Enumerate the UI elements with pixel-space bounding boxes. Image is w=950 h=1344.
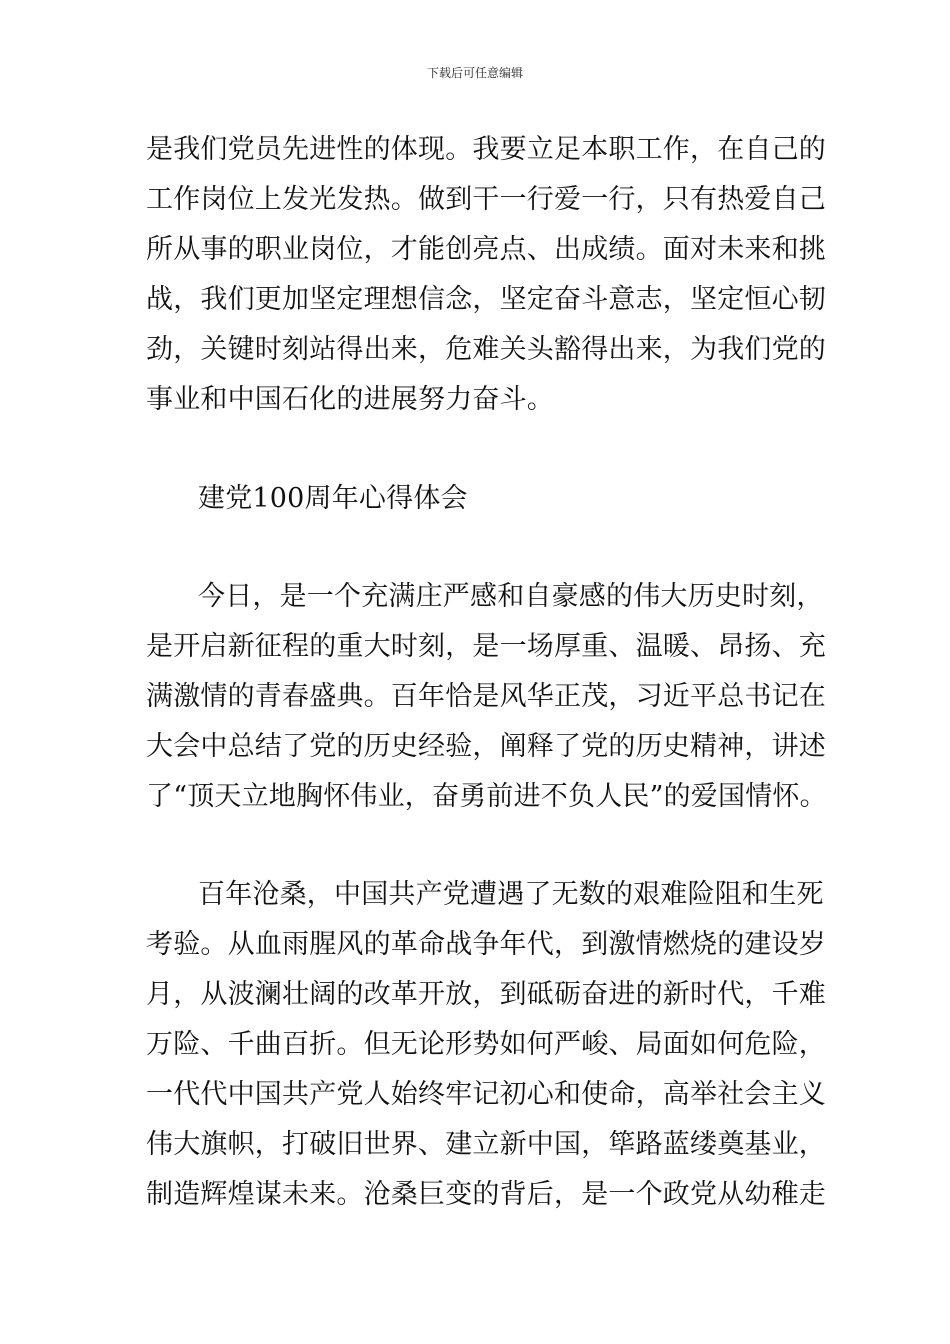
- paragraph-1-line: 劲，关键时刻站得出来，危难关头豁得出来，为我们党的: [146, 334, 826, 365]
- paragraph-3-line: 考验。从血雨腥风的革命战争年代，到激情燃烧的建设岁: [146, 929, 826, 960]
- paragraph-2-line: 是开启新征程的重大时刻，是一场厚重、温暖、昂扬、充: [146, 631, 826, 662]
- paragraph-3-line: 制造辉煌谋未来。沧桑巨变的背后，是一个政党从幼稚走: [146, 1179, 826, 1210]
- paragraph-3-line: 百年沧桑，中国共产党遭遇了无数的艰难险阻和生死: [198, 879, 824, 910]
- page-header-note: 下载后可任意编辑: [426, 66, 523, 80]
- paragraph-1-line: 所从事的职业岗位，才能创亮点、出成绩。面对未来和挑: [146, 234, 826, 265]
- section-title: 建党100周年心得体会: [198, 483, 468, 514]
- paragraph-3-line: 伟大旗帜，打破旧世界、建立新中国，筚路蓝缕奠基业，: [146, 1129, 826, 1160]
- paragraph-3-line: 一代代中国共产党人始终牢记初心和使命，高举社会主义: [146, 1079, 826, 1110]
- paragraph-2-line: 了“顶天立地胸怀伟业，奋勇前进不负人民”的爱国情怀。: [146, 781, 827, 812]
- paragraph-2-line: 满激情的青春盛典。百年恰是风华正茂，习近平总书记在: [146, 681, 826, 712]
- paragraph-3-line: 万险、千曲百折。但无论形势如何严峻、局面如何危险，: [146, 1029, 826, 1060]
- paragraph-2-line: 今日，是一个充满庄严感和自豪感的伟大历史时刻，: [198, 581, 824, 612]
- paragraph-1-line: 事业和中国石化的进展努力奋斗。: [146, 384, 554, 415]
- paragraph-3-line: 月，从波澜壮阔的改革开放，到砥砺奋进的新时代，千难: [146, 979, 826, 1010]
- paragraph-2-line: 大会中总结了党的历史经验，阐释了党的历史精神，讲述: [146, 731, 826, 762]
- paragraph-1-line: 战，我们更加坚定理想信念，坚定奋斗意志，坚定恒心韧: [146, 284, 826, 315]
- paragraph-1-line: 工作岗位上发光发热。做到干一行爱一行，只有热爱自己: [146, 184, 826, 215]
- paragraph-1-line: 是我们党员先进性的体现。我要立足本职工作，在自己的: [146, 134, 826, 165]
